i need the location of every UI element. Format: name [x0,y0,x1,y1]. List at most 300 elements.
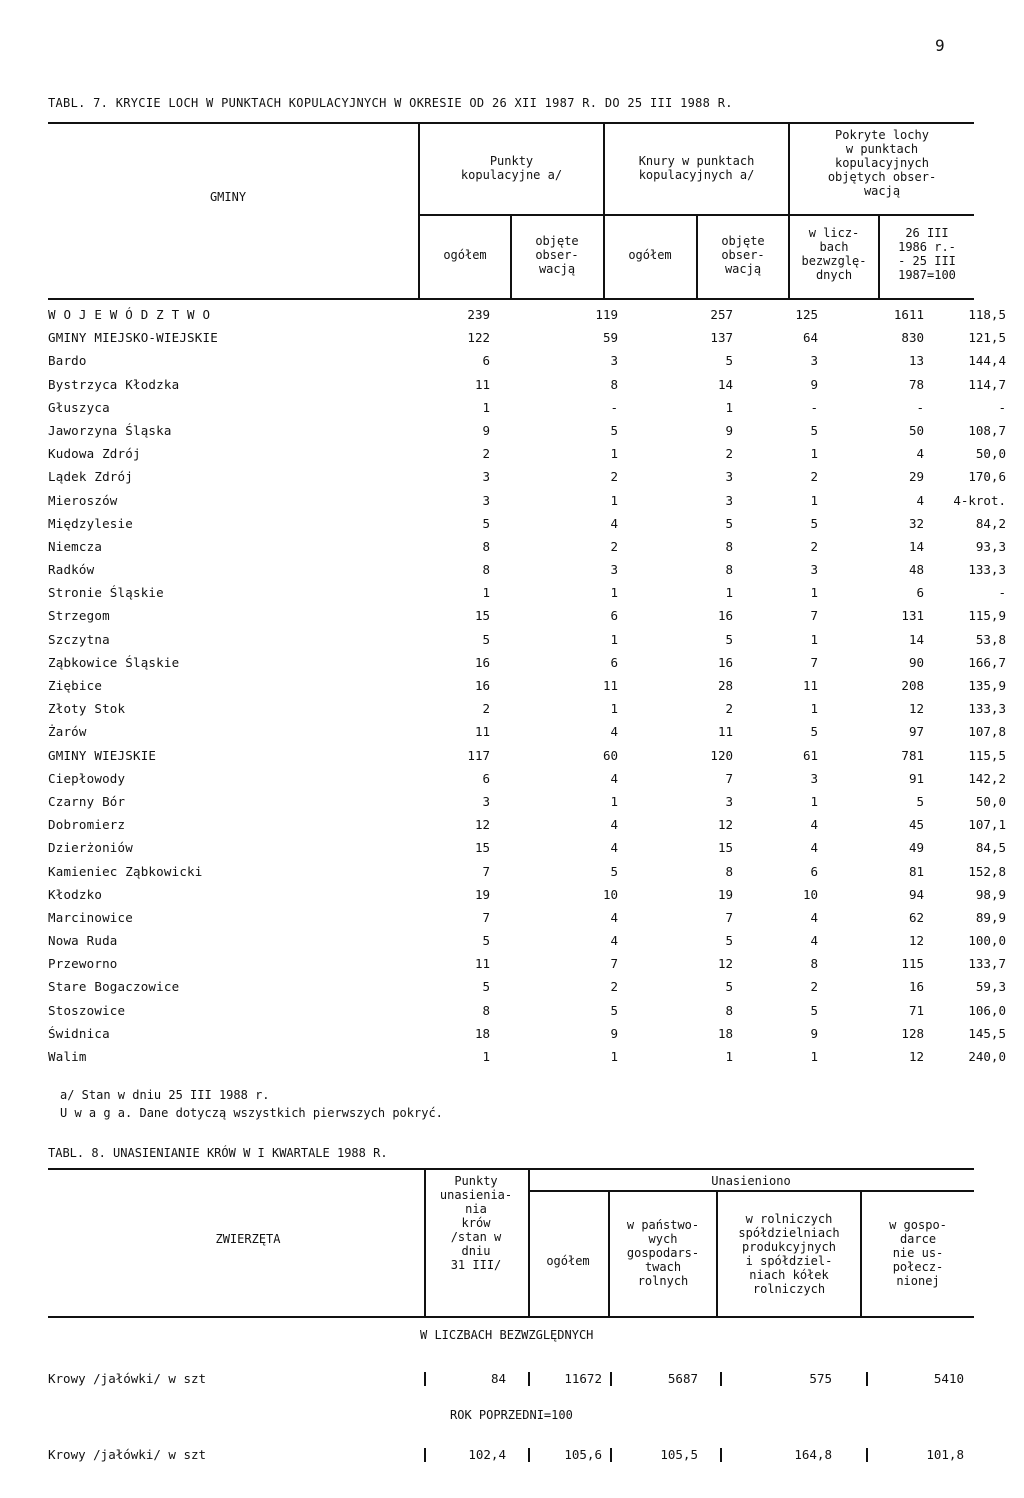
cell-punkty-objete: 1 [610,492,618,508]
cell-lochy-index: 100,0 [968,933,1006,949]
cell-knury-objete: 7 [810,608,818,624]
cell-knury-objete: 9 [810,376,818,392]
cell-lochy-index: 107,8 [968,724,1006,740]
cell-knury-ogolem: 14 [717,376,733,392]
cell-knury-ogolem: 8 [725,538,733,554]
cell-knury-ogolem: 2 [725,446,733,462]
cell-knury-ogolem: 9 [725,422,733,438]
cell-knury-objete: 1 [810,585,818,601]
cell-knury-ogolem: 19 [717,886,733,902]
header-punkty-unasieniania: Punkty unasienia- nia krów /stan w dniu 31 III/ [439,1174,513,1272]
table-row [48,326,1006,349]
cell-knury-ogolem: 3 [725,469,733,485]
table-row [48,975,1006,998]
cell-knury-objete: 4 [810,933,818,949]
row-label: Kudowa Zdrój [48,446,141,462]
column-bar [866,1372,868,1386]
row-label: Ząbkowice Śląskie [48,654,180,670]
header-bottom-rule [48,298,974,300]
cell-knury-objete: 10 [802,886,818,902]
cell-lochy-index: 108,7 [968,422,1006,438]
cell-punkty-objete: 60 [602,747,618,763]
row-label: Kamieniec Ząbkowicki [48,863,203,879]
header-ogolem-2: ogółem [628,248,672,262]
table-row [48,465,1006,488]
header-index: 26 III 1986 r.- - 25 III 1987=100 [898,226,956,282]
row-label: Przeworno [48,956,118,972]
cell-punkty-ogolem: 5 [482,631,490,647]
cell-punkty-objete: 10 [602,886,618,902]
cell-punkty-objete: 1 [610,585,618,601]
row-label: Świdnica [48,1025,110,1041]
cell-knury-ogolem: 5 [725,515,733,531]
cell-knury-ogolem: 28 [717,678,733,693]
cell-lochy-index: 53,8 [975,631,1006,647]
header-rolniczych: w rolniczych spółdzielniach produkcyjnych i spółdziel- niach kółek rolniczych [738,1212,840,1296]
cell-lochy-liczba: 81 [908,863,924,879]
header-punkty: Punkty kopulacyjne a/ [460,154,563,182]
cell-knury-objete: 5 [810,724,818,740]
cell-lochy-liczba: 781 [901,747,924,763]
table-row [48,836,1006,859]
cell-knury-objete: 3 [810,353,818,369]
section-absolute: W LICZBACH BEZWZGLĘDNYCH [420,1328,594,1342]
cell-lochy-liczba: 14 [908,538,924,554]
table-row [48,373,1006,396]
table-row [48,442,1006,465]
table7-header [48,122,974,300]
cell-punkty-objete: 6 [610,654,618,670]
cell-lochy-index: 4-krot. [953,492,1006,508]
header-panstwowych: w państwo- wych gospodars- twach rolnych [626,1218,700,1288]
cell-knury-ogolem: 1 [725,1049,733,1064]
table-row [48,535,1006,558]
row-label: Ciepłowody [48,770,126,786]
cell-punkty-ogolem: 5 [482,979,490,995]
cell-lochy-index: 118,5 [968,307,1006,322]
cell-punkty-objete: 4 [610,909,618,925]
cell-punkty-objete: 6 [610,608,618,624]
cell-punkty-objete: 9 [610,1025,618,1041]
cell-lochy-liczba: 97 [908,724,924,740]
header-mid-rule [528,1190,974,1192]
column-bar [720,1372,722,1386]
header-divider [603,122,605,298]
cell-knury-objete: 2 [810,469,818,485]
row-label: Dobromierz [48,817,126,833]
cell-punkty-objete: - [610,399,618,415]
table-row [48,512,1006,535]
cell-rolniczych: 575 [809,1371,832,1386]
cell-lochy-index: 135,9 [968,678,1006,693]
cell-punkty-ogolem: 1 [482,585,490,601]
cell-knury-ogolem: 11 [717,724,733,740]
cell-punkty-objete: 11 [602,678,618,693]
cell-lochy-liczba: 128 [901,1025,924,1041]
cell-punkty-objete: 4 [610,770,618,786]
cell-knury-ogolem: 2 [725,701,733,717]
cell-knury-ogolem: 8 [725,863,733,879]
cell-punkty-ogolem: 16 [474,678,490,693]
row-label: GMINY WIEJSKIE [48,747,157,763]
header-gospodarce: w gospo- darce nie us- połecz- nionej [889,1218,947,1288]
cell-knury-objete: 1 [810,793,818,809]
cell-punkty-objete: 3 [610,353,618,369]
cell-punkty-ogolem: 11 [474,956,490,972]
cell-lochy-index: - [998,399,1006,415]
cell-punkty-objete: 1 [610,631,618,647]
cell-punkty-objete: 5 [610,422,618,438]
cell-gospodarce: 5410 [933,1371,964,1386]
cell-punkty-objete: 4 [610,724,618,740]
cell-lochy-index: 84,2 [975,515,1006,531]
row-label: Mieroszów [48,492,118,508]
cell-lochy-index: 107,1 [968,817,1006,833]
cell-lochy-index: 240,0 [968,1049,1006,1064]
cell-knury-objete: 8 [810,956,818,972]
cell-knury-ogolem: 5 [725,353,733,369]
table-row [48,813,1006,836]
cell-knury-objete: 61 [802,747,818,763]
cell-punkty-ogolem: 6 [482,353,490,369]
page-number: 9 [935,36,945,55]
cell-lochy-index: 98,9 [975,886,1006,902]
table7-body [48,303,1006,1068]
cell-punkty-ogolem: 5 [482,515,490,531]
cell-lochy-liczba: 4 [916,492,924,508]
cell-knury-ogolem: 15 [717,840,733,856]
cell-punkty-ogolem: 8 [482,562,490,578]
cell-lochy-index: 115,9 [968,608,1006,624]
cell-lochy-index: 114,7 [968,376,1006,392]
header-knury: Knury w punktach kopulacyjnych a/ [638,154,755,182]
cell-knury-ogolem: 5 [725,933,733,949]
header-objete-1: objęte obser- wacją [535,234,579,276]
header-w-liczbach: w licz- bach bezwzglę- dnych [801,226,867,282]
cell-lochy-liczba: 208 [901,678,924,693]
cell-punkty-objete: 1 [610,446,618,462]
cell-punkty-ogolem: 122 [467,330,490,346]
column-bar [866,1448,868,1462]
cell-lochy-liczba: 48 [908,562,924,578]
cell-knury-ogolem: 12 [717,817,733,833]
cell-lochy-liczba: 45 [908,817,924,833]
row-label: Marcinowice [48,909,133,925]
cell-lochy-index: 50,0 [975,793,1006,809]
header-divider [418,122,420,298]
cell-knury-ogolem: 7 [725,909,733,925]
cell-lochy-liczba: 4 [916,446,924,462]
cell-punkty-ogolem: 2 [482,701,490,717]
cell-lochy-index: 115,5 [968,747,1006,763]
cell-knury-objete: 64 [802,330,818,346]
cell-lochy-liczba: 16 [908,979,924,995]
row-label: Ziębice [48,678,103,693]
row-label: Niemcza [48,538,103,554]
table-row [48,558,1006,581]
cell-rolniczych: 164,8 [794,1447,832,1462]
cell-punkty-objete: 5 [610,863,618,879]
row-label: Lądek Zdrój [48,469,133,485]
cell-lochy-liczba: 5 [916,793,924,809]
cell-punkty-ogolem: 15 [474,840,490,856]
table8-caption: TABL. 8. UNASIENIANIE KRÓW W I KWARTALE 1988 R. [48,1146,388,1160]
cell-knury-ogolem: 5 [725,631,733,647]
cell-lochy-liczba: 50 [908,422,924,438]
cell-lochy-index: 89,9 [975,909,1006,925]
row-label: Stronie Śląskie [48,585,164,601]
row-label: Strzegom [48,608,110,624]
cell-punkty-ogolem: 7 [482,909,490,925]
table-row [48,419,1006,442]
cell-punkty-ogolem: 18 [474,1025,490,1041]
cell-punkty-objete: 2 [610,538,618,554]
table-row [48,744,1006,767]
row-label: Złoty Stok [48,701,126,717]
cell-lochy-liczba: - [916,399,924,415]
cell-knury-ogolem: 16 [717,654,733,670]
cell-ogolem: 11672 [564,1371,602,1386]
table-row [48,860,1006,883]
cell-punkty-objete: 3 [610,562,618,578]
cell-punkty-ogolem: 2 [482,446,490,462]
cell-punkty-ogolem: 9 [482,422,490,438]
table-row [48,1045,1006,1068]
cell-knury-objete: 3 [810,770,818,786]
cell-knury-objete: 6 [810,863,818,879]
cell-lochy-liczba: 13 [908,353,924,369]
cell-lochy-index: - [998,585,1006,601]
cell-lochy-index: 59,3 [975,979,1006,995]
cell-punkty-ogolem: 15 [474,608,490,624]
row-label: Bystrzyca Kłodzka [48,376,180,392]
row-label: Bardo [48,353,87,369]
cell-punkty-ogolem: 16 [474,654,490,670]
cell-punkty-objete: 4 [610,515,618,531]
cell-punkty: 84 [490,1371,506,1386]
cell-punkty-ogolem: 8 [482,538,490,554]
table7-caption: TABL. 7. KRYCIE LOCH W PUNKTACH KOPULACYJNYCH W OKRESIE OD 26 XII 1987 R. DO 25 III 1988 R. [48,96,733,110]
table-row [48,396,1006,419]
row-label: Czarny Bór [48,793,126,809]
table-row [48,790,1006,813]
cell-punkty-objete: 1 [610,701,618,717]
row-label: Stoszowice [48,1002,126,1018]
cell-knury-objete: 9 [810,1025,818,1041]
table-row [48,952,1006,975]
cell-knury-ogolem: 16 [717,608,733,624]
cell-lochy-index: 170,6 [968,469,1006,485]
cell-lochy-index: 50,0 [975,446,1006,462]
cell-knury-objete: 1 [810,492,818,508]
cell-punkty-ogolem: 1 [482,1049,490,1064]
header-zwierzeta: ZWIERZĘTA [215,1232,281,1246]
cell-lochy-liczba: 14 [908,631,924,647]
cell-knury-ogolem: 12 [717,956,733,972]
row-label: Głuszyca [48,399,110,415]
cell-knury-objete: 5 [810,1002,818,1018]
cell-punkty-ogolem: 6 [482,770,490,786]
cell-knury-ogolem: 257 [710,307,733,322]
cell-lochy-liczba: 12 [908,1049,924,1064]
table-row [48,651,1006,674]
cell-punkty-ogolem: 11 [474,724,490,740]
cell-knury-ogolem: 8 [725,562,733,578]
cell-knury-ogolem: 1 [725,585,733,601]
row-label: Krowy /jałówki/ w szt [48,1447,207,1462]
header-ogolem: ogółem [546,1254,590,1268]
cell-gospodarce: 101,8 [926,1447,964,1462]
cell-knury-ogolem: 137 [710,330,733,346]
cell-punkty-ogolem: 117 [467,747,490,763]
cell-knury-objete: 2 [810,979,818,995]
cell-punkty-objete: 1 [610,793,618,809]
table8-row-absolute [48,1368,974,1390]
cell-punkty-ogolem: 3 [482,492,490,508]
cell-punkty-objete: 4 [610,933,618,949]
cell-punkty: 102,4 [468,1447,506,1462]
cell-punkty-objete: 5 [610,1002,618,1018]
row-label: Stare Bogaczowice [48,979,180,995]
row-label: Nowa Ruda [48,933,118,949]
cell-knury-objete: 5 [810,422,818,438]
cell-lochy-index: 166,7 [968,654,1006,670]
cell-lochy-index: 142,2 [968,770,1006,786]
cell-punkty-ogolem: 3 [482,469,490,485]
column-bar [424,1448,426,1462]
cell-knury-objete: 1 [810,446,818,462]
header-unasieniono: Unasieniono [711,1174,791,1188]
row-label: Szczytna [48,631,110,647]
cell-lochy-index: 133,3 [968,562,1006,578]
cell-lochy-index: 133,3 [968,701,1006,717]
cell-lochy-index: 93,3 [975,538,1006,554]
table-row [48,883,1006,906]
cell-punkty-objete: 8 [610,376,618,392]
cell-panstwowych: 105,5 [660,1447,698,1462]
table-row [48,906,1006,929]
header-bottom-rule [48,1316,974,1318]
cell-lochy-liczba: 6 [916,585,924,601]
cell-knury-objete: 4 [810,909,818,925]
cell-punkty-objete: 2 [610,979,618,995]
cell-lochy-liczba: 830 [901,330,924,346]
column-bar [424,1372,426,1386]
cell-punkty-ogolem: 3 [482,793,490,809]
table-row [48,604,1006,627]
cell-punkty-ogolem: 19 [474,886,490,902]
cell-lochy-index: 145,5 [968,1025,1006,1041]
row-label: Żarów [48,724,87,740]
footnote-1: a/ Stan w dniu 25 III 1988 r. [60,1088,270,1102]
table8-header [48,1168,974,1318]
cell-knury-objete: - [810,399,818,415]
column-bar [720,1448,722,1462]
cell-punkty-objete: 59 [602,330,618,346]
cell-knury-ogolem: 120 [710,747,733,763]
cell-lochy-liczba: 1611 [893,307,924,322]
column-bar [610,1372,612,1386]
row-label: Walim [48,1049,87,1064]
table8-row-relative [48,1444,974,1466]
table-row [48,349,1006,372]
cell-lochy-liczba: 29 [908,469,924,485]
header-top-rule [48,1168,974,1170]
cell-punkty-ogolem: 12 [474,817,490,833]
cell-lochy-index: 133,7 [968,956,1006,972]
cell-punkty-ogolem: 11 [474,376,490,392]
header-objete-2: objęte obser- wacją [721,234,765,276]
cell-knury-objete: 125 [795,307,818,322]
cell-punkty-objete: 1 [610,1049,618,1064]
cell-knury-objete: 1 [810,631,818,647]
cell-punkty-objete: 7 [610,956,618,972]
table-row [48,674,1006,697]
footnote-2: U w a g a. Dane dotyczą wszystkich pierwszych pokryć. [60,1106,443,1120]
header-ogolem-1: ogółem [443,248,487,262]
table-row [48,767,1006,790]
cell-lochy-liczba: 12 [908,701,924,717]
table-row [48,1022,1006,1045]
cell-knury-ogolem: 7 [725,770,733,786]
cell-punkty-ogolem: 5 [482,933,490,949]
cell-knury-ogolem: 8 [725,1002,733,1018]
table-row [48,303,1006,326]
cell-punkty-ogolem: 1 [482,399,490,415]
cell-punkty-objete: 2 [610,469,618,485]
cell-knury-ogolem: 1 [725,399,733,415]
cell-knury-objete: 1 [810,1049,818,1064]
cell-lochy-liczba: 12 [908,933,924,949]
cell-punkty-ogolem: 239 [467,307,490,322]
cell-lochy-liczba: 78 [908,376,924,392]
row-label: Radków [48,562,95,578]
row-label: Dzierżoniów [48,840,133,856]
cell-lochy-liczba: 90 [908,654,924,670]
cell-lochy-index: 106,0 [968,1002,1006,1018]
cell-knury-ogolem: 3 [725,793,733,809]
cell-knury-objete: 4 [810,840,818,856]
cell-knury-objete: 4 [810,817,818,833]
cell-knury-objete: 2 [810,538,818,554]
cell-knury-objete: 11 [802,678,818,693]
cell-punkty-objete: 4 [610,817,618,833]
cell-knury-objete: 1 [810,701,818,717]
row-label: GMINY MIEJSKO-WIEJSKIE [48,330,218,346]
cell-lochy-index: 144,4 [968,353,1006,369]
table-row [48,581,1006,604]
cell-knury-objete: 7 [810,654,818,670]
cell-punkty-objete: 119 [595,307,618,322]
row-label: Kłodzko [48,886,103,902]
row-label: W O J E W Ó D Z T W O [48,307,211,322]
cell-knury-objete: 3 [810,562,818,578]
table-row [48,929,1006,952]
cell-knury-ogolem: 18 [717,1025,733,1041]
row-label: Międzylesie [48,515,133,531]
cell-lochy-liczba: 115 [901,956,924,972]
header-pokryte: Pokryte lochy w punktach kopulacyjnych objętych obser- wacją [827,128,937,198]
cell-lochy-liczba: 91 [908,770,924,786]
table-row [48,999,1006,1022]
cell-lochy-liczba: 49 [908,840,924,856]
cell-lochy-index: 84,5 [975,840,1006,856]
cell-lochy-liczba: 32 [908,515,924,531]
row-label: Jaworzyna Śląska [48,422,172,438]
cell-punkty-ogolem: 8 [482,1002,490,1018]
cell-lochy-liczba: 94 [908,886,924,902]
header-divider [528,1168,530,1316]
